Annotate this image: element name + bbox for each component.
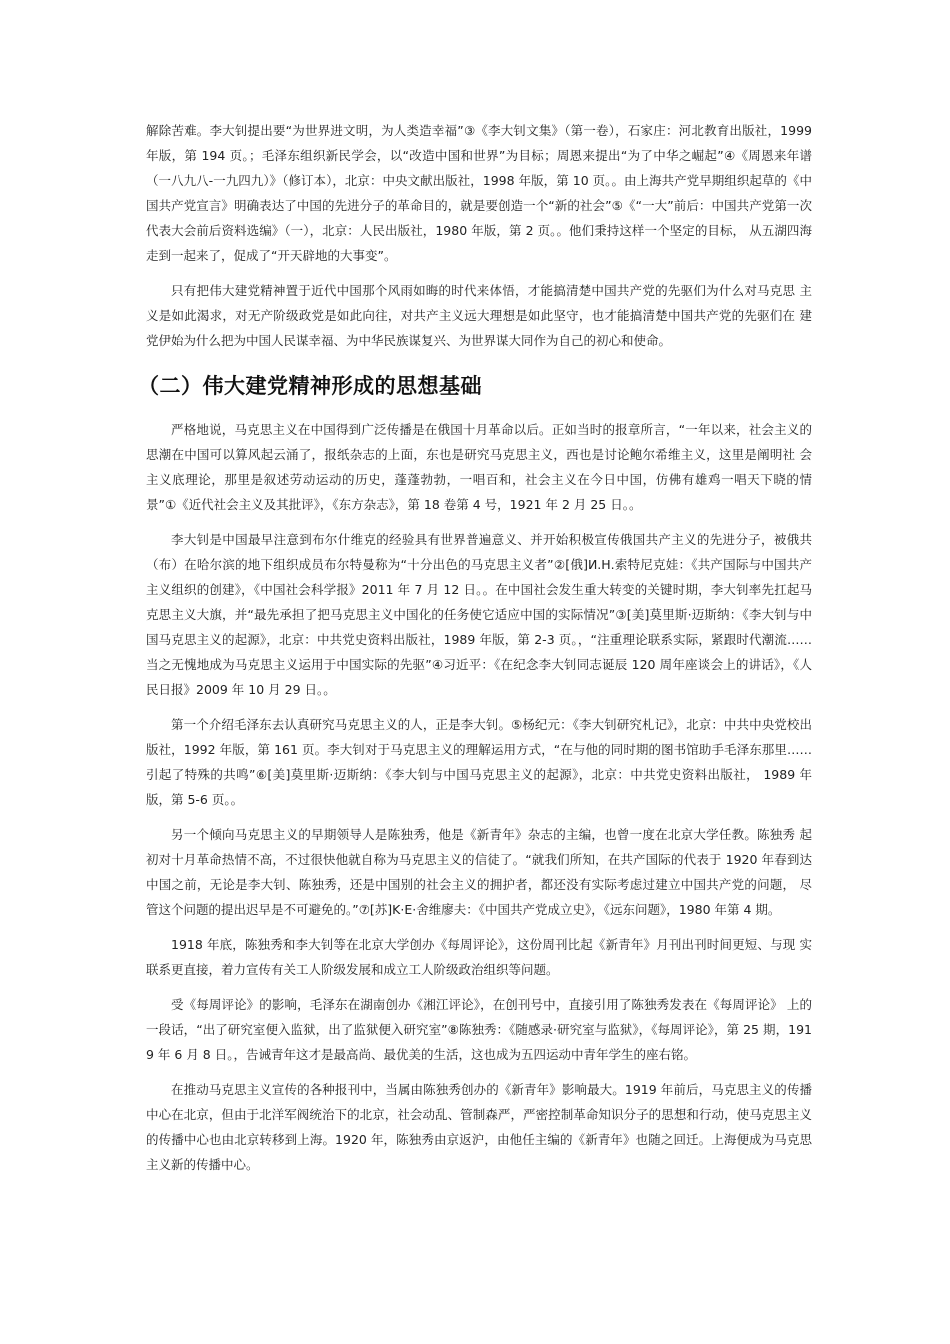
paragraph-continued: 解除苦难。李大钊提出要“为世界进文明，为人类造幸福”③《李大钊文集》（第一卷），石家庄：河北教育出版社，1999年版，第 194 页。；毛泽东组织新民学会，以“改造中国和世界”为目标；周恩来提出“为了中华之崛起”④《周恩来年谱（一八九八-一九四九）》（修订本），北京：中央文献出版社，1998 年版，第 10 页。。由上海共产党早期组织起草的《中国共产党宣言》明确表达了中国的先进分子的革命目的，就是要创造一个“新的社会”⑤《“一大”前后：中国共产党第一次代表大会前后资料选编》（一），北京：人民出版社，1980 年版，第 2 页。。他们秉持这样一个坚定的目标， 从五湖四海走到一起来了，促成了“开天辟地的大事变”。 xyxy=(146,123,812,263)
paragraph-mao-zedong: 第一个介绍毛泽东去认真研究马克思主义的人，正是李大钊。⑤杨纪元：《李大钊研究札记》，北京：中共中央党校出版社，1992 年版，第 161 页。李大钊对于马克思主义的理解运用方式，“在与他的同时期的图书馆助手毛泽东那里……引起了特殊的共鸣”⑥[美]莫里斯·迈斯纳：《李大钊与中国马克思主义的起源》，北京：中共党史资料出版社， 1989 年版，第 5-6 页。。 xyxy=(146,717,812,807)
document-page xyxy=(138,118,812,1187)
paragraph-marxism-spread: 严格地说，马克思主义在中国得到广泛传播是在俄国十月革命以后。正如当时的报章所言，“一年以来，社会主义的思潮在中国可以算风起云涌了，报纸杂志的上面，东也是研究马克思主义，西也是讨论鲍尔希维主义，这里是阐明社 会主义底理论，那里是叙述劳动运动的历史，蓬蓬勃勃，一唱百和，社会主义在今日中国，仿佛有雄鸡一唱天下晓的情景”①《近代社会主义及其批评》，《东方杂志》，第 18 卷第 4 号，1921 年 2 月 25 日。。 xyxy=(146,422,812,512)
paragraph-chen-duxiu: 另一个倾向马克思主义的早期领导人是陈独秀，他是《新青年》杂志的主编，也曾一度在北京大学任教。陈独秀 起初对十月革命热情不高，不过很快他就自称为马克思主义的信徒了。“就我们所知，在共产国际的代表于 1920 年春到达中国之前，无论是李大钊、陈独秀，还是中国别的社会主义的拥护者，都还没有实际考虑过建立中国共产党的问题， 尽管这个问题的提出迟早是不可避免的。”⑦[苏]K·E·舍维廖夫：《中国共产党成立史》，《远东问题》，1980 年第 4 期。 xyxy=(146,827,812,917)
paragraph-new-youth: 在推动马克思主义宣传的各种报刊中，当属由陈独秀创办的《新青年》影响最大。1919 年前后，马克思主义的传播中心在北京，但由于北洋军阀统治下的北京，社会动乱、管制森严，严密控制革命知识分子的思想和行动，使马克思主义的传播中心也由北京转移到上海。1920 年，陈独秀由京返沪，由他任主编的《新青年》也随之回迁。上海便成为马克思主义新的传播中心。 xyxy=(146,1082,812,1172)
paragraph-weekly-review: 1918 年底，陈独秀和李大钊等在北京大学创办《每周评论》，这份周刊比起《新青年》月刊出刊时间更短、与现 实联系更直接，着力宣传有关工人阶级发展和成立工人阶级政治组织等问题。 xyxy=(146,937,812,977)
paragraph-founding-spirit: 只有把伟大建党精神置于近代中国那个风雨如晦的时代来体悟，才能搞清楚中国共产党的先驱们为什么对马克思 主义是如此渴求，对无产阶级政党是如此向往，对共产主义远大理想是如此坚守，也才能搞清楚中国共产党的先驱们在 建党伊始为什么把为中国人民谋幸福、为中华民族谋复兴、为世界谋大同作为自己的初心和使命。 xyxy=(146,283,812,348)
paragraph-li-dazhao: 李大钊是中国最早注意到布尔什维克的经验具有世界普遍意义、并开始积极宣传俄国共产主义的先进分子，被俄共（布）在哈尔滨的地下组织成员布尔特曼称为“十分出色的马克思主义者”②[俄]И.Н.索特尼克娃：《共产国际与中国共产主义组织的创建》，《中国社会科学报》2011 年 7 月 12 日。。在中国社会发生重大转变的关键时期，李大钊率先扛起马克思主义大旗，并“最先承担了把马克思主义中国化的任务使它适应中国的实际情况”③[美]莫里斯·迈斯纳：《李大钊与中国马克思主义的起源》，北京：中共党史资料出版社，1989 年版，第 2-3 页。，“注重理论联系实际，紧跟时代潮流……当之无愧地成为马克思主义运用于中国实际的先驱”④习近平：《在纪念李大钊同志诞辰 120 周年座谈会上的讲话》，《人民日报》2009 年 10 月 29 日。。 xyxy=(146,532,812,697)
paragraph-xiangjiang-review: 受《每周评论》的影响，毛泽东在湖南创办《湘江评论》，在创刊号中，直接引用了陈独秀发表在《每周评论》 上的一段话，“出了研究室便入监狱，出了监狱便入研究室”⑧陈独秀：《随感录·研究室与监狱》，《每周评论》，第 25 期，1919 年 6 月 8 日。，告诫青年这才是最高尚、最优美的生活，这也成为五四运动中青年学生的座右铭。 xyxy=(146,997,812,1062)
section-heading: （二）伟大建党精神形成的思想基础 xyxy=(138,374,482,398)
